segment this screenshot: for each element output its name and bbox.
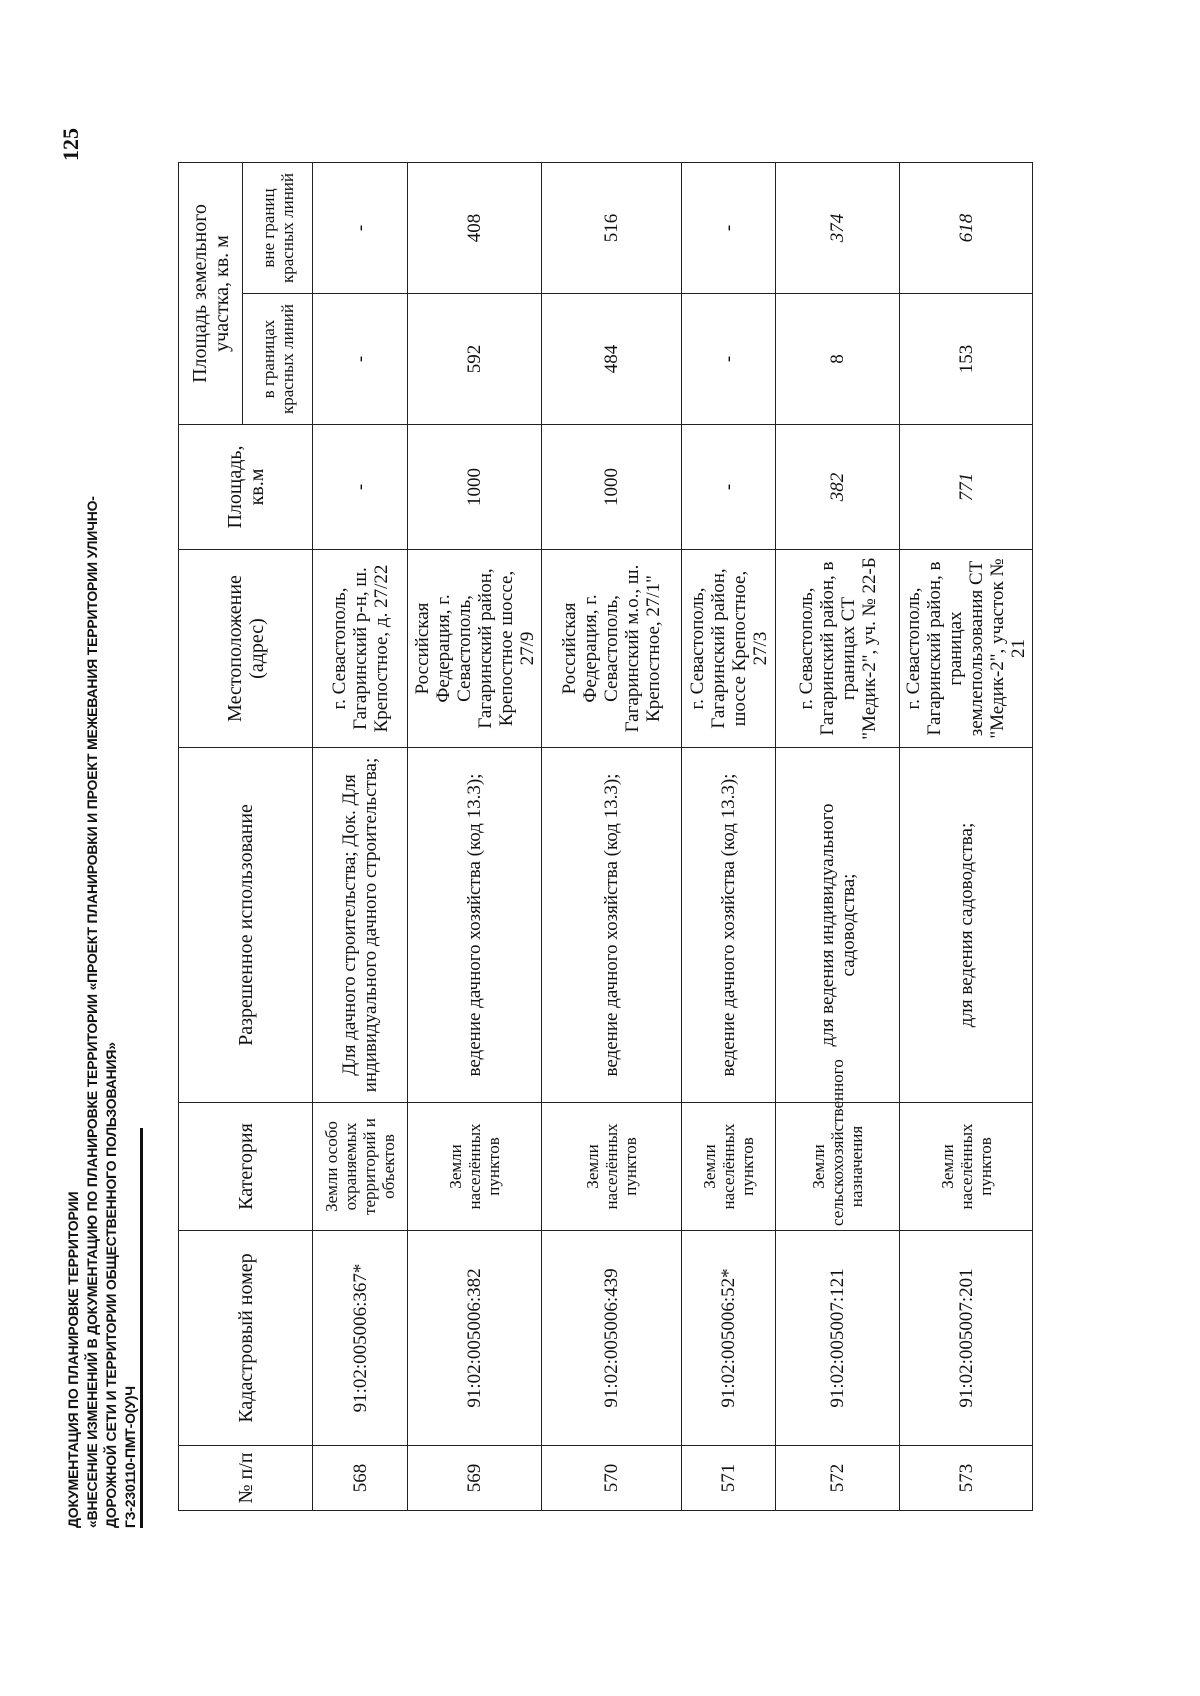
cell-within: - [313,294,408,425]
cell-within: 484 [542,294,682,425]
cell-location: г. Севастополь, Гагаринский район, в границах СТ "Медик-2", уч. № 22-Б [776,550,900,748]
cell-area: - [313,425,408,550]
cell-usage: ведение дачного хозяйства (код 13.3); [542,748,682,1103]
cell-location: г. Севастополь, Гагаринский район, шоссе Крепостное, 27/3 [682,550,776,748]
cell-location: Российская Федерация, г. Севастополь, Гагаринский м.о., ш. Крепостное, 27/1" [542,550,682,748]
header-cadastral: Кадастровый номер [179,1231,313,1446]
cell-usage: ведение дачного хозяйства (код 13.3); [408,748,542,1103]
cell-num: 570 [542,1446,682,1511]
header-divider [140,1128,143,1528]
cell-cadastral: 91:02:005007:121 [776,1231,900,1446]
page-number: 125 [58,128,83,161]
cell-area: 1000 [408,425,542,550]
table-row [408,162,542,1510]
cell-outside: 374 [776,162,900,293]
table-row [900,162,1033,1510]
cell-num: 569 [408,1446,542,1511]
cell-outside: 408 [408,162,542,293]
cell-num: 573 [900,1446,1033,1511]
header-num: № п/п [179,1446,313,1511]
cell-cadastral: 91:02:005006:382 [408,1231,542,1446]
cell-area: 1000 [542,425,682,550]
cell-usage: Для дачного строительства; Док. Для индивидуального дачного строительства; [313,748,408,1103]
cell-location: г. Севастополь, Гагаринский р-н, ш. Крепостное, д. 27/22 [313,550,408,748]
cell-outside: 618 [900,162,1033,293]
cell-area: 771 [900,425,1033,550]
table-row [682,162,776,1510]
cell-category: Земли населённых пунктов [900,1103,1033,1231]
document-header [64,496,140,1528]
header-line-2: «ВНЕСЕНИЕ ИЗМЕНЕНИЙ В ДОКУМЕНТАЦИЮ ПО ПЛАНИРОВКЕ ТЕРРИТОРИИ «ПРОЕКТ ПЛАНИРОВКИ И ПРОЕКТ МЕЖЕВАНИЯ ТЕРРИТОРИИ УЛИЧНО- [84,496,100,1528]
cell-outside: 516 [542,162,682,293]
cell-category: Земли сельскохозяйственного назначения [776,1103,900,1231]
cell-location: Российская Федерация, г. Севастополь, Гагаринский район, Крепостное шоссе, 27/9 [408,550,542,748]
table-row [776,162,900,1510]
land-plots-table [178,162,1033,1511]
cell-within: 592 [408,294,542,425]
header-line-4: ГЗ-230110-ПМТ-О(У)Ч [122,1386,138,1528]
cell-usage: ведение дачного хозяйства (код 13.3); [682,748,776,1103]
cell-outside: - [313,162,408,293]
header-outside-red-lines: вне границ красных линий [243,162,313,293]
cell-num: 568 [313,1446,408,1511]
header-location: Местоположение (адрес) [179,550,313,748]
cell-category: Земли населённых пунктов [682,1103,776,1231]
header-line-3: ДОРОЖНОЙ СЕТИ И ТЕРРИТОРИИ ОБЩЕСТВЕННОГО ПОЛЬЗОВАНИЯ» [103,1042,119,1528]
header-category: Категория [179,1103,313,1231]
cell-usage: для ведения индивидуального садоводства; [776,748,900,1103]
header-plot-area: Площадь земельного участка, кв. м [179,162,243,424]
cell-location: г. Севастополь, Гагаринский район, в границах землепользования СТ "Медик-2", участок № 21 [900,550,1033,748]
cell-outside: - [682,162,776,293]
cell-within: 153 [900,294,1033,425]
cell-category: Земли особо охраняемых территорий и объектов [313,1103,408,1231]
header-usage: Разрешенное использование [179,748,313,1103]
cell-area: 382 [776,425,900,550]
cell-category: Земли населённых пунктов [542,1103,682,1231]
cell-area: - [682,425,776,550]
header-line-1: ДОКУМЕНТАЦИЯ ПО ПЛАНИРОВКЕ ТЕРРИТОРИИ [65,1191,81,1528]
table-row [313,162,408,1510]
cell-category: Земли населённых пунктов [408,1103,542,1231]
cell-usage: для ведения садоводства; [900,748,1033,1103]
table-row [542,162,682,1510]
cell-cadastral: 91:02:005006:367* [313,1231,408,1446]
header-within-red-lines: в границах красных линий [243,294,313,425]
cell-num: 572 [776,1446,900,1511]
cell-cadastral: 91:02:005006:439 [542,1231,682,1446]
cell-within: - [682,294,776,425]
cell-cadastral: 91:02:005006:52* [682,1231,776,1446]
cell-num: 571 [682,1446,776,1511]
cell-within: 8 [776,294,900,425]
cell-cadastral: 91:02:005007:201 [900,1231,1033,1446]
header-area: Площадь, кв.м [179,425,313,550]
